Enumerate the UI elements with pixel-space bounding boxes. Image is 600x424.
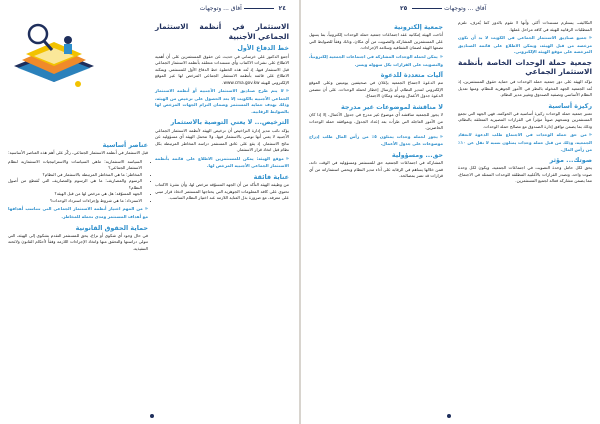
magnifier-illustration xyxy=(8,20,100,98)
subheading: ركيزة أساسية xyxy=(548,101,592,110)
pull-quote xyxy=(309,134,443,148)
paragraph: قبل الاستثمار في أنظمة الاستثمار الجماعي، ركّز على أهم هذه العناصر الأساسية: xyxy=(8,150,148,156)
subheading: عناصر أساسية xyxy=(102,141,148,149)
header-rule xyxy=(244,8,274,9)
page-header-left xyxy=(200,5,289,12)
page-dot xyxy=(150,414,154,418)
list-item: • الجهة المسوّقة: هل هي مرخص لها من قبل الهيئة؟ xyxy=(8,191,142,198)
page-left xyxy=(0,0,299,424)
subheading: حماية الحقوق القانونية xyxy=(75,223,148,232)
subheading: حق... ومسؤولية xyxy=(391,150,443,159)
paragraph: تعتبر جمعية حملة الوحدات ركيزة أساسية في الحوكمة، فهي الجهة التي تجمع المستثمرين وتمنحهم صوتاً مؤثراً في القرارات المصيرية المتعلقة بالنظام، وذلك بما يضمن توافق إدارة الصندوق مع مصالح حملة الوحدات. xyxy=(458,110,592,129)
pull-quote xyxy=(155,156,289,170)
paragraph: في حال وجود أي شكوى أو نزاع، يحق للمستثمر التقدم بشكوى إلى الهيئة، التي تتولى دراستها والتحقق منها واتخاذ الإجراءات اللازمة وفقاً لأحكام القانون ولائحته التنفيذية. xyxy=(8,232,148,251)
article-heading: الاستثمار في أنظمة الاستثمار الجماعي الأجنبية xyxy=(155,22,289,41)
subheading: لا مناقشة لموضوعات غير مدرجة xyxy=(340,102,443,111)
pull-quote xyxy=(458,132,592,153)
subheading: خط الدفاع الأول xyxy=(237,44,289,53)
subheading: الترخيص... لا يعني التوصية بالاستثمار xyxy=(170,118,289,127)
right-page-left-column xyxy=(309,20,443,182)
header-title: آفاق ... وتوجهات xyxy=(444,5,487,12)
pull-quote-text: موقع الهيئة: يمكن للمستثمرين الاطلاع على قائمة بأنظمة الاستثمار الجماعي الأجنبية المرخص لها. xyxy=(155,155,289,169)
page-header-right xyxy=(397,5,486,12)
right-page-right-column xyxy=(458,20,592,187)
pull-quote-text: لا يتم طرح صناديق الاستثمار الأجنبية أو أنظمة الاستثمار الجماعي الأجنبية بالكويت إلا بعد الحصول على ترخيص من الهيئة، وذلك بهدف حماية المستثمر وضمان التزام الجهات المرخص لها بالضوابط الرقابية. xyxy=(155,88,289,114)
paragraph: أجمع الدكتور علي خرساني في حديث عن حقوق المستثمرين على أن أهمية الاطلاع على نشرات الاكتتاب وأي مستندات متعلقة بأنظمة الاستثمار الجماعي قبل الاستثمار فيها، إذ تُعد هذه الخطوة خط الدفاع الأول للمستثمر، ويمكنه الاطلاع على قائمة بأنظمة الاستثمار الجماعي المرخص لها عبر الموقع الإلكتروني للهيئة www.cma.gov.kw. xyxy=(155,53,289,85)
pull-quote xyxy=(458,35,592,56)
header-rule xyxy=(412,8,442,9)
pull-quote-text: يمكن لحملة الوحدات المشاركة في اجتماعات الجمعية إلكترونياً، والتصويت على القرارات بكل سهولة ويسر. xyxy=(309,53,443,67)
pull-quote-text: من حق حملة الوحدات في الاجتماع طلب الدعوة لانعقاد الجمعية، وذلك من قبل حملة وحدات يمثلون نسبة لا تقل عن ١٠٪ من رأس المال. xyxy=(458,132,592,152)
arrow-quote-icon: « xyxy=(439,133,443,140)
arrow-quote-icon: « xyxy=(439,53,443,60)
arrow-quote-icon: « xyxy=(285,155,289,162)
list-item: • الرسوم والمصاريف: ما هي الرسوم والمصاريف التي تُقتطع من أصول النظام؟ xyxy=(8,178,142,191)
paragraph: من وظيفة الهيئة التأكد من أن الجهة المسوّقة مرخص لها، وأن نشرة الاكتتاب تحتوي على كافة المعلومات الجوهرية التي يحتاجها المستثمر لاتخاذ قرار مبني على معرفة، مع ضرورة بذل العناية اللازمة عند اختيار النظام المناسب. xyxy=(155,182,289,201)
paragraph: تتم الدعوة لاجتماع الجمعية بإعلان في صحيفتين يوميتين وعلى الموقع الإلكتروني لمدير النظام، أو بإرسال إخطار لحملة الوحدات، على أن تتضمن الدعوة جدول الأعمال وموعد ومكان الاجتماع. xyxy=(309,80,443,99)
article-heading: جمعية حملة الوحدات الخاصة بأنظمة الاستثمار الجماعي xyxy=(458,57,592,77)
subheading: عناية فائقة xyxy=(253,172,289,181)
paragraph: التكاليف، يستلزم مستندات أكثر، وأنها لا تقوم بالدور كما يُعرف، تلتزم المتطلبات الرقابية للهيئة في كافة مراحل عملها. xyxy=(458,20,592,32)
pull-quote-text: جميع صناديق الاستثمار الجماعي في الكويت لا بد أن تكون مرخصة من قبل الهيئة، ويمكن الاطلاع على قائمة الصناديق المرخصة على موقع الهيئة الإلكتروني. xyxy=(458,35,592,55)
pull-quote xyxy=(155,88,289,115)
pull-quote-text: من المهم اختيار أنظمة الاستثمار الجماعي التي تتناسب أهدافها مع أهداف المستثمر ومدى تحمله للمخاطر. xyxy=(8,206,148,220)
header-title: آفاق ... وتوجهات xyxy=(199,5,242,12)
paragraph: تؤكد الهيئة على دور جمعية حملة الوحدات في حماية حقوق المستثمرين، إذ تُعد الجمعية الجهة المخولة بالنظر في الأمور الجوهرية للنظام، ومنها تعديل النظام الأساسي وتصفية الصندوق وتغيير مدير النظام. xyxy=(458,79,592,97)
pull-quote xyxy=(8,206,148,220)
arrow-quote-icon: « xyxy=(144,206,148,213)
subheading: صوتك... مؤثر xyxy=(549,156,592,165)
list-item: • السياسة الاستثمارية: ماهي السياسات والاستراتيجيات الاستثمارية لنظام الاستثمار الجماعي؟ xyxy=(8,159,142,172)
page-number: ٢٥ xyxy=(400,5,408,12)
subheading: جمعية إلكترونية xyxy=(394,23,443,31)
arrow-quote-icon: « xyxy=(588,35,592,41)
paragraph: لا يجوز للجمعية مناقشة أي موضوع غير مدرج في جدول الأعمال، إلا إذا كان من الأمور العاجلة التي طرأت بعد إعداد الجدول، وبموافقة حملة الوحدات الحاضرين. xyxy=(309,112,443,131)
bullet-list xyxy=(8,159,148,205)
left-page-right-column xyxy=(155,20,289,204)
arrow-quote-icon: « xyxy=(285,88,289,95)
page-dot xyxy=(447,414,451,418)
pull-quote xyxy=(309,54,443,68)
list-item: • الاسترداد: ما هي شروط وإجراءات استرداد الوحدات؟ xyxy=(8,198,142,205)
subheading: آليات متعددة للدعوة xyxy=(380,71,443,80)
paragraph: يؤكد نائب مدير إدارة التراخيص أن ترخيص الهيئة لأنظمة الاستثمار الجماعي الأجنبية لا يعني أنها توصي بالاستثمار فيها، ولا تتحمل الهيئة أي مسؤولية عن نتائج الاستثمار، إذ يقع على عاتق المستثمر دراسة المخاطر المرتبطة بكل نظام قبل اتخاذ قرار الاستثمار. xyxy=(155,127,289,153)
list-item: • المخاطر: ما هي المخاطر المرتبطة بالاستثمار في النظام؟ xyxy=(8,172,142,179)
page-right xyxy=(301,0,600,424)
paragraph: يحق لكل حامل وحدة التصويت في اجتماعات الجمعية، ويكون لكل وحدة صوت واحد، وتصدر القرارات بالأغلبية المطلقة للوحدات الممثلة في الاجتماع، مما يضمن مشاركة فعالة لجميع المستثمرين. xyxy=(458,165,592,184)
left-page-left-column xyxy=(8,138,148,254)
page-number: ٢٤ xyxy=(278,5,286,12)
arrow-quote-icon: « xyxy=(588,132,592,139)
paragraph: المشاركة في اجتماعات الجمعية حق للمستثمر ومسؤولية في الوقت ذاته، فمن خلالها يساهم في الرقابة على أداء مدير النظام ويحمي استثماراته من أي قرارات قد تضر بمصالحه. xyxy=(309,160,443,179)
paragraph: أتاحت الهيئة إمكانية عقد اجتماعات جمعية حملة الوحدات إلكترونياً، بما يسهل على المستثمرين المشاركة والتصويت من أي مكان، وذلك وفقاً للضوابط التي تضعها الهيئة لضمان الشفافية وسلامة الإجراءات. xyxy=(309,32,443,51)
pull-quote-text: يجوز لحملة وحدات يمثلون ٥٪ من رأس المال طلب إدراج موضوعات على جدول الأعمال. xyxy=(309,133,443,147)
